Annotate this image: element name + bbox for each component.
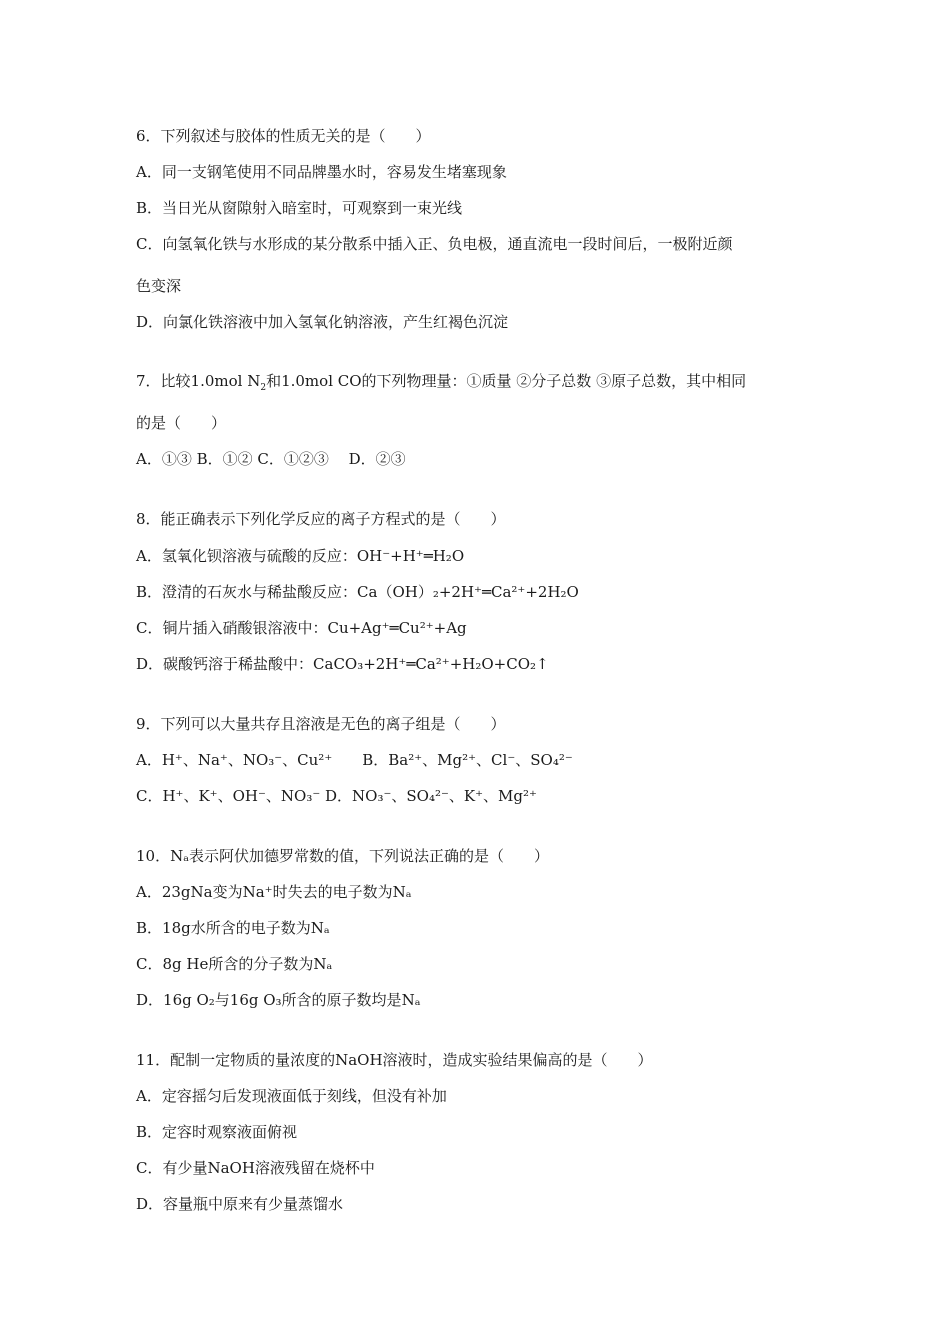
q6-option-b: B．当日光从窗隙射入暗室时，可观察到一束光线: [136, 199, 463, 217]
q9-options-cd: C．H⁺、K⁺、OH⁻、NO₃⁻ D．NO₃⁻、SO₄²⁻、K⁺、Mg²⁺: [136, 787, 537, 805]
q8-stem: 8．能正确表示下列化学反应的离子方程式的是（ ）: [136, 510, 506, 528]
q6-option-d: D．向氯化铁溶液中加入氢氧化钠溶液，产生红褐色沉淀: [136, 313, 509, 331]
q10-stem: 10．Nₐ表示阿伏加德罗常数的值，下列说法正确的是（ ）: [136, 847, 550, 865]
q11-option-c: C．有少量NaOH溶液残留在烧杯中: [136, 1159, 375, 1177]
q7-options: A．①③ B．①② C．①②③ D．②③: [136, 450, 406, 468]
q6-option-a: A．同一支钢笔使用不同品牌墨水时，容易发生堵塞现象: [136, 163, 507, 181]
q7-stem-cont: 的是（ ）: [136, 414, 227, 432]
q7-stem-a: 7．比较1.0mol N: [136, 372, 261, 390]
q8-option-b: B．澄清的石灰水与稀盐酸反应：Ca（OH）₂+2H⁺═Ca²⁺+2H₂O: [136, 583, 579, 601]
q7-stem-sub: 2: [260, 383, 267, 393]
q8-option-c: C．铜片插入硝酸银溶液中：Cu+Ag⁺═Cu²⁺+Ag: [136, 619, 467, 637]
q10-option-c: C．8g He所含的分子数为Nₐ: [136, 955, 333, 973]
q11-option-d: D．容量瓶中原来有少量蒸馏水: [136, 1195, 344, 1213]
q10-option-a: A．23gNa变为Na⁺时失去的电子数为Nₐ: [136, 883, 412, 901]
q8-option-d: D．碳酸钙溶于稀盐酸中：CaCO₃+2H⁺═Ca²⁺+H₂O+CO₂↑: [136, 655, 549, 673]
q7-stem: [136, 371, 746, 398]
q9-stem: 9．下列可以大量共存且溶液是无色的离子组是（ ）: [136, 715, 506, 733]
q10-option-b: B．18g水所含的电子数为Nₐ: [136, 919, 330, 937]
q6-option-c: C．向氢氧化铁与水形成的某分散系中插入正、负电极，通直流电一段时间后，一极附近颜: [136, 235, 733, 253]
q7-stem-b: 和1.0mol CO的下列物理量：①质量 ②分子总数 ③原子总数，其中相同: [266, 372, 747, 390]
q9-options-ab: A．H⁺、Na⁺、NO₃⁻、Cu²⁺ B．Ba²⁺、Mg²⁺、Cl⁻、SO₄²⁻: [136, 751, 573, 769]
q11-option-b: B．定容时观察液面俯视: [136, 1123, 298, 1141]
q11-stem: 11．配制一定物质的量浓度的NaOH溶液时，造成实验结果偏高的是（ ）: [136, 1051, 653, 1069]
q8-option-a: A．氢氧化钡溶液与硫酸的反应：OH⁻+H⁺═H₂O: [136, 547, 465, 565]
q10-option-d: D．16g O₂与16g O₃所含的原子数均是Nₐ: [136, 991, 421, 1009]
q6-stem: 6．下列叙述与胶体的性质无关的是（ ）: [136, 127, 431, 145]
q6-option-c-cont: 色变深: [136, 277, 182, 295]
q11-option-a: A．定容摇匀后发现液面低于刻线，但没有补加: [136, 1087, 447, 1105]
